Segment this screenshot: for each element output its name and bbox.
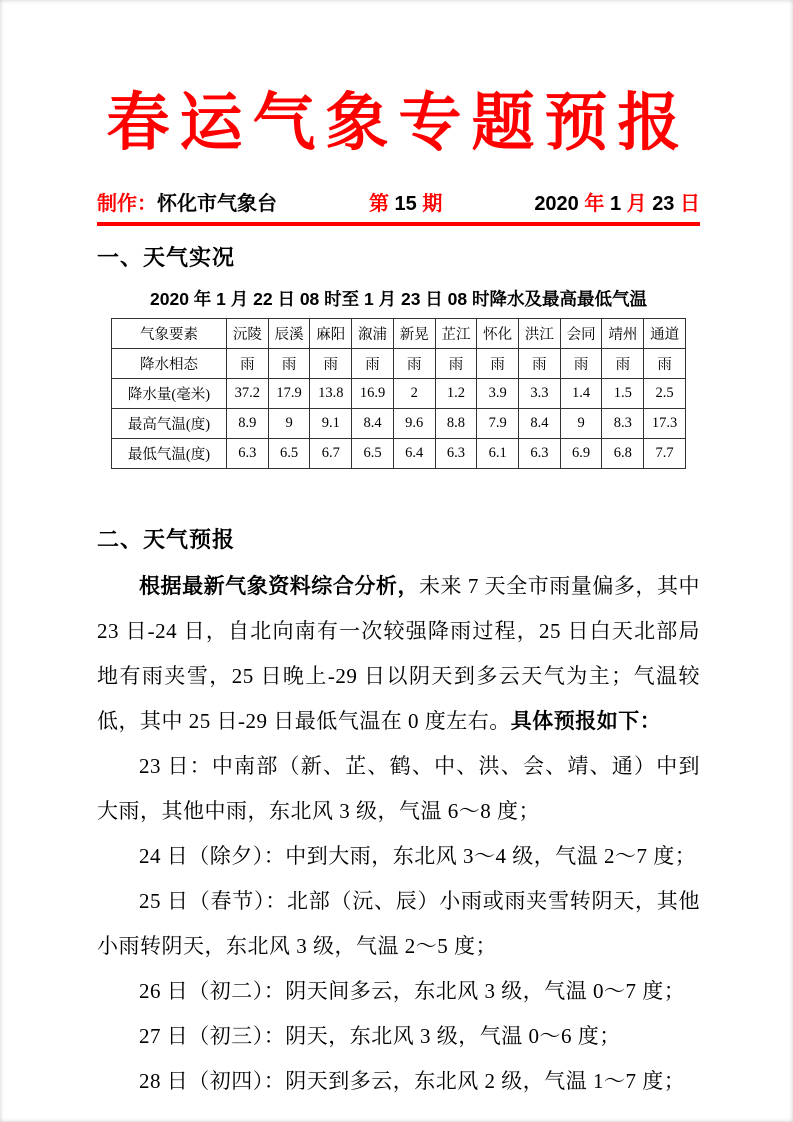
column-header-station: 新晃 [393, 318, 435, 348]
table-cell: 雨 [352, 348, 394, 378]
table-cell: 雨 [268, 348, 310, 378]
table-cell: 13.8 [310, 378, 352, 408]
table-cell: 1.4 [560, 378, 602, 408]
table-cell: 9 [560, 408, 602, 438]
row-label: 降水相态 [112, 348, 227, 378]
weather-table-head [112, 318, 686, 348]
column-header-station: 洪江 [519, 318, 561, 348]
column-header-station: 会同 [560, 318, 602, 348]
table-cell: 雨 [477, 348, 519, 378]
forecast-item: 28 日（初四）：阴天到多云，东北风 2 级，气温 1～7 度； [139, 1068, 686, 1093]
table-cell: 6.5 [268, 438, 310, 468]
issue-date-line [534, 187, 700, 216]
date-year-unit: 年 [578, 192, 610, 215]
column-header-station: 通道 [644, 318, 686, 348]
table-cell: 8.9 [227, 408, 269, 438]
table-cell: 1.2 [435, 378, 477, 408]
table-cell: 8.4 [352, 408, 394, 438]
forecast-item: 23 日：中南部（新、芷、鹤、中、洪、会、靖、通）中到大雨，其他中雨，东北风 3 级，气温 6～8 度； [97, 753, 700, 823]
forecast-intro-paragraph [97, 564, 700, 744]
table-cell: 8.4 [519, 408, 561, 438]
column-header-station: 靖州 [602, 318, 644, 348]
table-cell: 9.1 [310, 408, 352, 438]
column-header-station: 麻阳 [310, 318, 352, 348]
issue-prefix: 第 [368, 192, 389, 215]
table-cell: 雨 [310, 348, 352, 378]
column-header-station: 沅陵 [227, 318, 269, 348]
table-row [112, 408, 686, 438]
table-cell: 7.7 [644, 438, 686, 468]
date-day: 23 [652, 192, 675, 215]
producer-label: 制作： [97, 192, 157, 215]
forecast-item: 27 日（初三）：阴天，东北风 3 级，气温 0～6 度； [139, 1023, 621, 1048]
table-cell: 17.3 [644, 408, 686, 438]
page-title: 春运气象专题预报 [106, 88, 691, 158]
table-cell: 1.5 [602, 378, 644, 408]
table-cell: 雨 [644, 348, 686, 378]
table-cell: 37.2 [227, 378, 269, 408]
table-cell: 6.1 [477, 438, 519, 468]
weather-table-title: 2020 年 1 月 22 日 08 时至 1 月 23 日 08 时降水及最高最低气温 [150, 288, 647, 309]
forecast-intro-body: 未来 7 天全市雨量偏多，其中 23 日-24 日，自北向南有一次较强降雨过程，25 日白天北部局地有雨夹雪，25 日晚上-29 日以阴天到多云天气为主；气温较低，其中 25 日-29 日最低气温在 0 度左右。 [97, 573, 700, 733]
weather-table-body [112, 348, 686, 468]
table-cell: 6.3 [435, 438, 477, 468]
section2-heading: 二、天气预报 [97, 526, 236, 552]
table-cell: 2.5 [644, 378, 686, 408]
table-row [112, 438, 686, 468]
table-cell: 6.8 [602, 438, 644, 468]
column-header-element: 气象要素 [112, 318, 227, 348]
table-cell: 9.6 [393, 408, 435, 438]
table-cell: 雨 [393, 348, 435, 378]
forecast-item: 26 日（初二）：阴天间多云，东北风 3 级，气温 0～7 度； [139, 978, 686, 1003]
date-year: 2020 [534, 192, 579, 215]
document-meta-row [97, 187, 700, 216]
column-header-station: 怀化 [477, 318, 519, 348]
column-header-station: 芷江 [435, 318, 477, 348]
table-cell: 8.8 [435, 408, 477, 438]
table-cell: 雨 [227, 348, 269, 378]
row-label: 降水量(毫米) [112, 378, 227, 408]
table-cell: 16.9 [352, 378, 394, 408]
table-cell: 17.9 [268, 378, 310, 408]
date-month-unit: 月 [621, 192, 653, 215]
issue-number: 15 [388, 192, 423, 215]
table-cell: 3.9 [477, 378, 519, 408]
table-cell: 雨 [519, 348, 561, 378]
forecast-intro-lead: 根据最新气象资料综合分析， [139, 573, 419, 598]
producer-name: 怀化市气象台 [157, 192, 277, 215]
issue-number-line [277, 187, 534, 216]
table-header-row [112, 318, 686, 348]
table-cell: 6.7 [310, 438, 352, 468]
forecast-intro-tail: 具体预报如下： [510, 708, 662, 733]
section1-heading: 一、天气实况 [97, 244, 236, 270]
producer-line [97, 187, 277, 216]
row-label: 最低气温(度) [112, 438, 227, 468]
table-cell: 7.9 [477, 408, 519, 438]
table-cell: 6.3 [519, 438, 561, 468]
table-row [112, 348, 686, 378]
red-divider-rule [97, 222, 700, 226]
table-cell: 2 [393, 378, 435, 408]
table-cell: 雨 [435, 348, 477, 378]
date-day-unit: 日 [674, 192, 700, 215]
table-cell: 6.9 [560, 438, 602, 468]
forecast-item: 25 日（春节）：北部（沅、辰）小雨或雨夹雪转阴天，其他小雨转阴天，东北风 3 级，气温 2～5 度； [97, 888, 700, 958]
column-header-station: 溆浦 [352, 318, 394, 348]
column-header-station: 辰溪 [268, 318, 310, 348]
table-cell: 8.3 [602, 408, 644, 438]
weather-observation-table [111, 318, 686, 469]
table-cell: 9 [268, 408, 310, 438]
table-cell: 雨 [602, 348, 644, 378]
table-row [112, 378, 686, 408]
row-label: 最高气温(度) [112, 408, 227, 438]
table-cell: 6.5 [352, 438, 394, 468]
forecast-item: 24 日（除夕）：中到大雨，东北风 3～4 级，气温 2～7 度； [139, 843, 697, 868]
issue-suffix: 期 [422, 192, 443, 215]
table-cell: 6.3 [227, 438, 269, 468]
table-cell: 6.4 [393, 438, 435, 468]
date-month: 1 [609, 192, 622, 215]
table-cell: 雨 [560, 348, 602, 378]
table-cell: 3.3 [519, 378, 561, 408]
